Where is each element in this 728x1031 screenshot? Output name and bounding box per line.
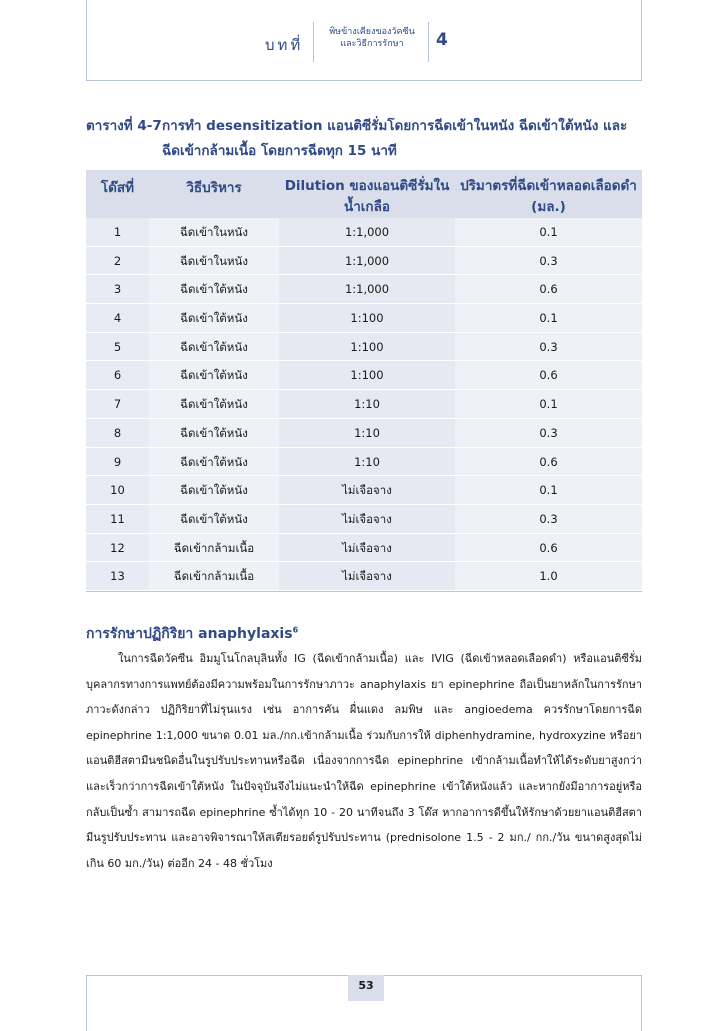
cell-method: ฉีดเข้าใต้หนัง: [149, 304, 279, 333]
cell-dilution: 1:100: [279, 333, 455, 362]
cell-method: ฉีดเข้ากล้ามเนื้อ: [149, 562, 279, 591]
cell-dose: 11: [86, 505, 149, 534]
cell-volume: 0.1: [455, 304, 642, 333]
cell-dilution: 1:1,000: [279, 218, 455, 247]
cell-volume: 0.1: [455, 390, 642, 419]
cell-method: ฉีดเข้าใต้หนัง: [149, 333, 279, 362]
header-volume: ปริมาตรที่ฉีดเข้าหลอดเลือดดำ (มล.): [460, 178, 637, 215]
cell-method: ฉีดเข้าใต้หนัง: [149, 476, 279, 505]
table-caption-label: ตารางที่ 4-7: [86, 118, 162, 134]
margin-line-left-top: [86, 0, 87, 80]
cell-method: ฉีดเข้าใต้หนัง: [149, 361, 279, 390]
cell-dose: 4: [86, 304, 149, 333]
cell-volume: 0.6: [455, 361, 642, 390]
body-paragraph: ในการฉีดวัคซีน อิมมูโนโกลบุลินทั้ง IG (ฉีดเข้ากล้ามเนื้อ) และ IVIG (ฉีดเข้าหลอดเลือดดำ) หรือแอนติซีรั่ม บุคลากรทางการแพทย์ต้องมีความพร้อมในการรักษาภาวะ anaphylaxis ยา epinephrine ถือเป็นยาหลักในการรักษาภาวะดังกล่าว ปฏิกิริยาที่ไม่รุนแรง เช่น อาการคัน ผื่นแดง ลมพิษ และ angioedema ควรรักษาโดยการฉีด epinephrine 1:1,000 ขนาด 0.01 มล./กก.เข้ากล้ามเนื้อ ร่วมกับการให้ diphenhydramine, hydroxyzine หรือยาแอนติฮีสตามีนชนิดอื่นในรูปรับประทานหรือฉีด เนื่องจากการฉีด epinephrine เข้ากล้ามเนื้อทำให้ได้ระดับยาสูงกว่าและเร็วกว่าการฉีดเข้าใต้หนัง ในปัจจุบันจึงไม่แนะนำให้ฉีด epinephrine เข้าใต้หนังแล้ว และหากยังมีอาการอยู่หรือกลับเป็นซ้ำ สามารถฉีด epinephrine ซ้ำได้ทุก 10 - 20 นาทีจนถึง 3 โด๊ส หากอาการดีขึ้นให้รักษาด้วยยาแอนติฮีสตามีนรูปรับประทาน และอาจพิจารณาให้สเตียรอยด์รูปรับประทาน (prednisolone 1.5 - 2 มก./ กก./วัน ขนาดสูงสุดไม่เกิน 60 มก./วัน) ต่ออีก 24 - 48 ชั่วโมง: [86, 652, 642, 870]
page-number: 53: [358, 979, 374, 992]
header-divider: [313, 22, 314, 62]
table-row: [86, 218, 642, 247]
chapter-label: บทที่: [265, 36, 304, 54]
cell-dose: 2: [86, 247, 149, 276]
section-body: [86, 646, 642, 876]
table-row: [86, 562, 642, 591]
section-title-text: การรักษาปฏิกิริยา anaphylaxis: [86, 626, 293, 642]
cell-dilution: 1:100: [279, 304, 455, 333]
cell-volume: 0.3: [455, 333, 642, 362]
table-row: [86, 304, 642, 333]
cell-volume: 0.1: [455, 476, 642, 505]
cell-volume: 0.1: [455, 218, 642, 247]
cell-dose: 10: [86, 476, 149, 505]
chapter-number: 4: [436, 30, 448, 50]
cell-dose: 8: [86, 419, 149, 448]
table-row: [86, 361, 642, 390]
header-method: วิธีบริหาร: [186, 180, 242, 196]
cell-method: ฉีดเข้ากล้ามเนื้อ: [149, 534, 279, 563]
table-body: [86, 218, 642, 591]
cell-dose: 9: [86, 448, 149, 477]
cell-method: ฉีดเข้าในหนัง: [149, 218, 279, 247]
cell-method: ฉีดเข้าใต้หนัง: [149, 419, 279, 448]
cell-dose: 1: [86, 218, 149, 247]
table-header: [86, 170, 642, 218]
cell-method: ฉีดเข้าใต้หนัง: [149, 275, 279, 304]
cell-dose: 6: [86, 361, 149, 390]
cell-dilution: ไม่เจือจาง: [279, 534, 455, 563]
table-caption-text: การทำ desensitization แอนติซีรั่มโดยการฉีดเข้าในหนัง ฉีดเข้าใต้หนัง และฉีดเข้ากล้ามเนื้อ โดยการฉีดทุก 15 นาที: [162, 118, 628, 159]
section-title: [86, 623, 298, 645]
cell-dilution: 1:1,000: [279, 247, 455, 276]
cell-dose: 13: [86, 562, 149, 591]
chapter-title-line2: และวิธีการรักษา: [340, 39, 404, 49]
cell-method: ฉีดเข้าใต้หนัง: [149, 390, 279, 419]
cell-dilution: ไม่เจือจาง: [279, 562, 455, 591]
table-row: [86, 419, 642, 448]
cell-dose: 12: [86, 534, 149, 563]
cell-dilution: 1:10: [279, 390, 455, 419]
cell-dilution: ไม่เจือจาง: [279, 505, 455, 534]
cell-method: ฉีดเข้าใต้หนัง: [149, 448, 279, 477]
cell-volume: 0.3: [455, 247, 642, 276]
cell-volume: 0.3: [455, 505, 642, 534]
table-row: [86, 247, 642, 276]
cell-dilution: 1:1,000: [279, 275, 455, 304]
cell-volume: 0.6: [455, 448, 642, 477]
cell-dilution: 1:10: [279, 448, 455, 477]
table-row: [86, 333, 642, 362]
cell-volume: 0.6: [455, 534, 642, 563]
cell-volume: 0.3: [455, 419, 642, 448]
header-rule: [86, 80, 642, 81]
cell-method: ฉีดเข้าใต้หนัง: [149, 505, 279, 534]
cell-dilution: 1:10: [279, 419, 455, 448]
table-row: [86, 534, 642, 563]
section-reference: 6: [292, 625, 299, 635]
margin-line-left-bottom: [86, 975, 87, 1031]
table-row: [86, 448, 642, 477]
header-divider: [428, 22, 429, 62]
margin-line-right-bottom: [641, 975, 642, 1031]
table-row: [86, 505, 642, 534]
cell-dilution: 1:100: [279, 361, 455, 390]
cell-dose: 3: [86, 275, 149, 304]
cell-dose: 7: [86, 390, 149, 419]
chapter-title: [318, 26, 426, 50]
desensitization-table: [86, 170, 642, 592]
cell-method: ฉีดเข้าในหนัง: [149, 247, 279, 276]
table-row: [86, 275, 642, 304]
chapter-title-line1: พิษข้างเคียงของวัคซีน: [329, 27, 415, 37]
table-row: [86, 390, 642, 419]
cell-dilution: ไม่เจือจาง: [279, 476, 455, 505]
header-dose: โด๊สที่: [100, 180, 135, 196]
table-row: [86, 476, 642, 505]
header-dilution: Dilution ของแอนติซีรั่มในน้ำเกลือ: [284, 178, 450, 215]
table-bottom-rule: [86, 591, 642, 592]
cell-volume: 0.6: [455, 275, 642, 304]
margin-line-right-top: [641, 0, 642, 80]
cell-volume: 1.0: [455, 562, 642, 591]
cell-dose: 5: [86, 333, 149, 362]
